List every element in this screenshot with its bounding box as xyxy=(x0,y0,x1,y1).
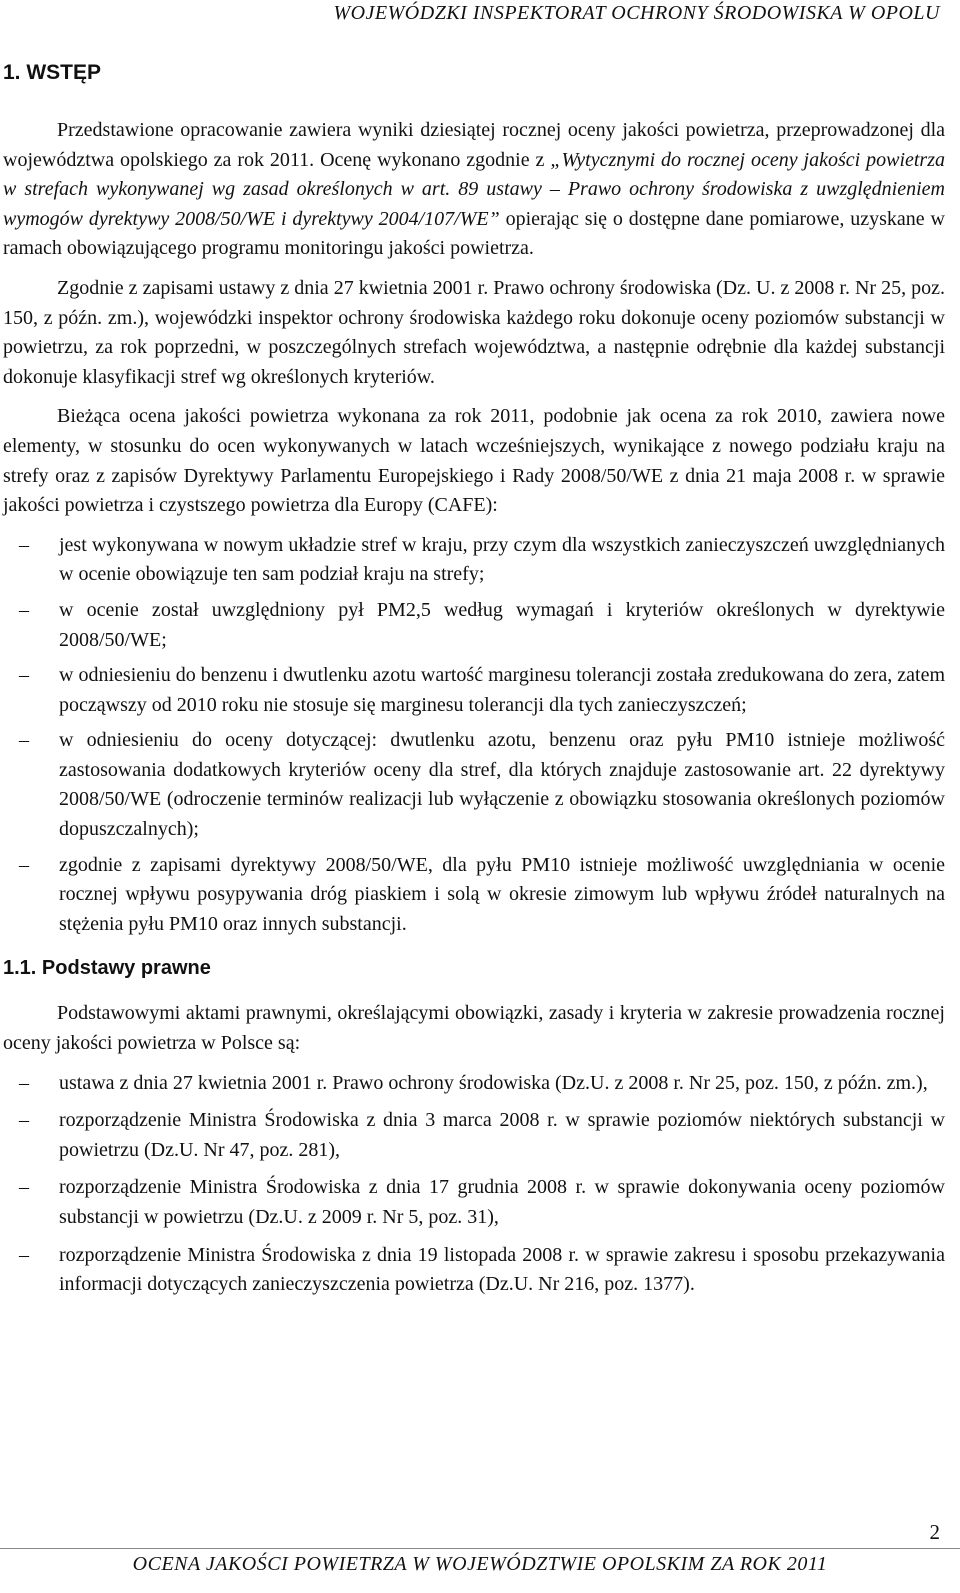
paragraph-3: Bieżąca ocena jakości powietrza wykonana za rok 2011, podobnie jak ocena za rok 2010, zawiera nowe elementy, w stosunku do ocen wykonywanych w latach wcześniejszych, wynikające z nowego podziału kraju na strefy oraz z zapisów Dyrektywy Parlamentu Europejskiego i Rady 2008/50/WE z dnia 21 maja 2008 r. w sprawie jakości powietrza i czystszego powietrza dla Europy (CAFE): xyxy=(3,405,945,517)
list-item xyxy=(3,726,945,844)
list-item xyxy=(3,1173,945,1232)
page-footer: OCENA JAKOŚCI POWIETRZA W WOJEWÓDZTWIE OPOLSKIM ZA ROK 2011 xyxy=(0,1548,960,1576)
list-item xyxy=(3,1241,945,1300)
dash-bullet: – xyxy=(19,1071,29,1094)
cafe-bullet-list xyxy=(3,531,945,940)
dash-bullet: – xyxy=(19,664,29,687)
dash-bullet: – xyxy=(19,1109,29,1132)
list-item xyxy=(3,531,945,590)
section-title-intro: 1. WSTĘP xyxy=(3,61,102,84)
dash-bullet: – xyxy=(19,853,29,876)
list-item xyxy=(3,1069,945,1099)
page-number: 2 xyxy=(929,1520,940,1544)
list-item xyxy=(3,851,945,940)
list-item-text: rozporządzenie Ministra Środowiska z dnia 17 grudnia 2008 r. w sprawie dokonywania oceny poziomów substancji w powietrzu (Dz.U. z 2009 r. Nr 5, poz. 31), xyxy=(59,1176,945,1228)
list-item-text: jest wykonywana w nowym układzie stref w kraju, przy czym dla wszystkich zanieczyszczeń uwzględnianych w ocenie obowiązuje ten sam podział kraju na strefy; xyxy=(59,533,945,586)
list-item-text: rozporządzenie Ministra Środowiska z dnia 3 marca 2008 r. w sprawie poziomów niektórych substancji w powietrzu (Dz.U. Nr 47, poz. 281), xyxy=(59,1109,945,1161)
document-body xyxy=(3,58,945,1310)
dash-bullet: – xyxy=(19,1243,29,1266)
legal-basis-intro: Podstawowymi aktami prawnymi, określającymi obowiązki, zasady i kryteria w zakresie prowadzenia rocznej oceny jakości powietrza w Polsce są: xyxy=(3,1002,945,1055)
paragraph-1 xyxy=(3,116,945,264)
list-item-text: zgodnie z zapisami dyrektywy 2008/50/WE, dla pyłu PM10 istnieje możliwość uwzględniania w ocenie rocznej wpływu posypywania dróg piaskiem i solą w okresie zimowym lub wpływu źródeł naturalnych na stężenia pyłu PM10 oraz innych substancji. xyxy=(59,853,945,935)
paragraph-2: Zgodnie z zapisami ustawy z dnia 27 kwietnia 2001 r. Prawo ochrony środowiska (Dz. U. z 2008 r. Nr 25, poz. 150, z późn. zm.), wojewódzki inspektor ochrony środowiska każdego roku dokonuje oceny poziomów substancji w powietrzu, za rok poprzedni, w poszczególnych strefach województwa, a następnie odrębnie dla każdej substancji dokonuje klasyfikacji stref wg określonych kryteriów. xyxy=(3,276,945,388)
list-item xyxy=(3,596,945,655)
list-item-text: rozporządzenie Ministra Środowiska z dnia 19 listopada 2008 r. w sprawie zakresu i sposobu przekazywania informacji dotyczących zanieczyszczenia powietrza (Dz.U. Nr 216, poz. 1377). xyxy=(59,1243,945,1296)
dash-bullet: – xyxy=(19,729,29,752)
list-item-text: w odniesieniu do benzenu i dwutlenku azotu wartość marginesu tolerancji została zredukowana do zera, zatem począwszy od 2010 roku nie stosuje się marginesu tolerancji dla tych zanieczyszczeń; xyxy=(59,664,945,716)
dash-bullet: – xyxy=(19,598,29,621)
list-item-text: ustawa z dnia 27 kwietnia 2001 r. Prawo ochrony środowiska (Dz.U. z 2008 r. Nr 25, poz. 150, z późn. zm.), xyxy=(59,1071,928,1094)
guidelines-title: „Wytycznymi do rocznej oceny jakości powietrza w strefach wykonywanej wg zasad określonych w art. 89 ustawy – Prawo ochrony środowiska z uwzględnieniem wymogów dyrektywy 2008/50/WE i dyrektywy 2004/107/WE” xyxy=(3,148,946,230)
list-item xyxy=(3,661,945,720)
list-item xyxy=(3,1106,945,1165)
legal-acts-list xyxy=(3,1069,945,1300)
section-title-legal-basis: 1.1. Podstawy prawne xyxy=(3,957,211,980)
dash-bullet: – xyxy=(19,1176,29,1199)
paragraph-1-start: Przedstawione opracowanie zawiera wyniki dziesiątej rocznej oceny jakości powietrza, przeprowadzonej dla województwa opolskiego za rok 2011. Ocenę wykonano zgodnie z xyxy=(3,119,945,171)
paragraph-1-end: opierając się o dostępne dane pomiarowe, uzyskane w ramach obowiązującego programu monitoringu jakości powietrza. xyxy=(3,207,945,260)
list-item-text: w odniesieniu do oceny dotyczącej: dwutlenku azotu, benzenu oraz pyłu PM10 istnieje możliwość zastosowania dodatkowych kryteriów oceny dla stref, dla których znajduje zastosowanie art. 22 dyrektywy 2008/50/WE (odroczenie terminów realizacji lub wyłączenie z obowiązku stosowania określonych poziomów dopuszczalnych); xyxy=(59,729,945,841)
list-item-text: w ocenie został uwzględniony pył PM2,5 według wymagań i kryteriów określonych w dyrektywie 2008/50/WE; xyxy=(59,598,945,651)
page-header: WOJEWÓDZKI INSPEKTORAT OCHRONY ŚRODOWISKA W OPOLU xyxy=(333,2,940,24)
dash-bullet: – xyxy=(19,533,29,556)
